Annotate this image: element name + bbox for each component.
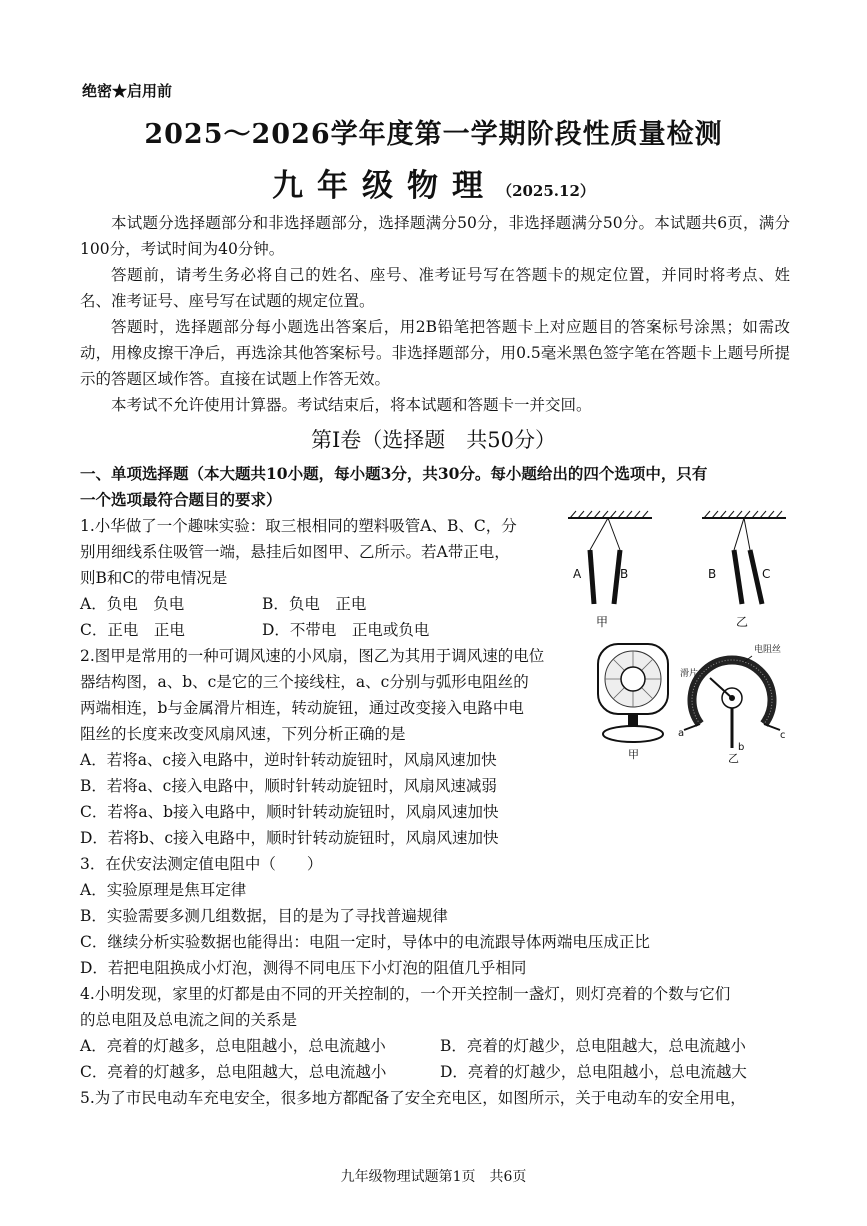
q1-label-b-left: B xyxy=(620,567,629,581)
q3-option-a: A．实验原理是焦耳定律 xyxy=(80,881,247,899)
q1-straw-figure xyxy=(560,508,800,632)
part1-heading-line2: 一个选项最符合题目的要求） xyxy=(80,490,282,509)
q2-line3: 两端相连，b与金属滑片相连，转动旋钮，通过改变接入电路中电 xyxy=(80,699,524,717)
q1-line1: 1.小华做了一个趣味实验：取三根相同的塑料吸管A、B、C，分 xyxy=(80,517,517,535)
exam-title: 2025～2026学年度第一学期阶段性质量检测 xyxy=(144,119,723,150)
q4-option-a: A．亮着的灯越多，总电阻越小，总电流越小 xyxy=(80,1037,386,1055)
q4-line2: 的总电阻及总电流之间的关系是 xyxy=(80,1011,298,1029)
q2-label-a: a xyxy=(678,728,685,739)
q4-option-c: C．亮着的灯越多，总电阻越大，总电流越小 xyxy=(80,1063,387,1081)
q3-option-c: C．继续分析实验数据也能得出：电阻一定时，导体中的电流跟导体两端电压成正比 xyxy=(80,933,650,951)
q1-option-d: D．不带电 正电或负电 xyxy=(262,621,430,639)
q2-label-slider: 滑片 xyxy=(680,669,699,679)
q2-fan-figure xyxy=(592,638,792,768)
q1-option-b: B．负电 正电 xyxy=(262,595,367,613)
instruction-3: 答题时，选择题部分每小题选出答案后，用2B铅笔把答题卡上对应题目的答案标号涂黑；如需改动，用橡皮擦干净后，再选涂其他答案标号。非选择题部分，用0.5毫米黑色签字笔在答题卡上题号所提示的答题区域作答。直接在试题上作答无效。 xyxy=(80,318,790,388)
q5-line1: 5.为了市民电动车充电安全，很多地方都配备了安全充电区，如图所示，关于电动车的安全用电， xyxy=(80,1089,746,1107)
q1-option-c: C．正电 正电 xyxy=(80,621,185,639)
subject-title xyxy=(0,160,867,205)
instruction-4: 本考试不允许使用计算器。考试结束后，将本试题和答题卡一并交回。 xyxy=(111,396,592,414)
q4-option-b: B．亮着的灯越少，总电阻越大，总电流越小 xyxy=(440,1037,746,1055)
q2-line2: 器结构图，a、b、c是它的三个接线柱，a、c分别与弧形电阻丝的 xyxy=(80,673,529,691)
q4-line1: 4.小明发现，家里的灯都是由不同的开关控制的，一个开关控制一盏灯，则灯亮着的个数与它们 xyxy=(80,985,731,1003)
q1-label-c-right: C xyxy=(762,567,771,581)
q2-option-a: A．若将a、c接入电路中，逆时针转动旋钮时，风扇风速加快 xyxy=(80,751,497,769)
q1-option-a: A．负电 负电 xyxy=(80,595,185,613)
q1-label-a-left: A xyxy=(573,567,582,581)
instruction-1: 本试题分选择题部分和非选择题部分，选择题满分50分，非选择题满分50分。本试题共6页，满分100分，考试时间为40分钟。 xyxy=(80,214,790,258)
part1-heading-line1: 一、单项选择题（本大题共10小题，每小题3分，共30分。每小题给出的四个选项中，只有 xyxy=(80,464,708,483)
q2-line1: 2.图甲是常用的一种可调风速的小风扇，图乙为其用于调风速的电位 xyxy=(80,647,545,665)
q1-label-yi: 乙 xyxy=(736,615,749,629)
q2-label-c: c xyxy=(780,730,786,741)
subject-name: 九年级物理 xyxy=(272,168,498,204)
q2-label-yi: 乙 xyxy=(728,752,739,765)
q2-option-c: C．若将a、b接入电路中，顺时针转动旋钮时，风扇风速加快 xyxy=(80,803,499,821)
q1-label-jia: 甲 xyxy=(596,615,609,629)
instruction-2: 答题前，请考生务必将自己的姓名、座号、准考证号写在答题卡的规定位置，并同时将考点、姓名、准考证号、座号写在试题的规定位置。 xyxy=(80,266,790,310)
q3-option-d: D．若把电阻换成小灯泡，测得不同电压下小灯泡的阻值几乎相同 xyxy=(80,959,527,977)
q2-label-jia: 甲 xyxy=(628,748,639,761)
section-title: 第Ⅰ卷（选择题 共50分） xyxy=(310,428,557,452)
q3-option-b: B．实验需要多测几组数据，目的是为了寻找普遍规律 xyxy=(80,907,448,925)
q2-option-d: D．若将b、c接入电路中，顺时针转动旋钮时，风扇风速加快 xyxy=(80,829,499,847)
q4-option-d: D．亮着的灯越少，总电阻越小，总电流越大 xyxy=(440,1063,747,1081)
q1-line2: 别用细线系住吸管一端，悬挂后如图甲、乙所示。若A带正电， xyxy=(80,543,510,561)
q1-line3: 则B和C的带电情况是 xyxy=(80,569,228,587)
q3-stem: 3．在伏安法测定值电阻中（ ） xyxy=(80,855,323,873)
page-footer: 九年级物理试题第1页 共6页 xyxy=(340,1169,527,1185)
confidential-mark: 绝密★启用前 xyxy=(82,82,173,100)
q2-option-b: B．若将a、c接入电路中，顺时针转动旋钮时，风扇风速减弱 xyxy=(80,777,497,795)
q2-line4: 阻丝的长度来改变风扇风速，下列分析正确的是 xyxy=(80,725,406,743)
q2-label-b: b xyxy=(738,742,745,753)
exam-date: （2025.12） xyxy=(497,182,595,200)
q2-label-wire: 电阻丝 xyxy=(754,645,782,655)
q1-label-b-right: B xyxy=(708,567,717,581)
